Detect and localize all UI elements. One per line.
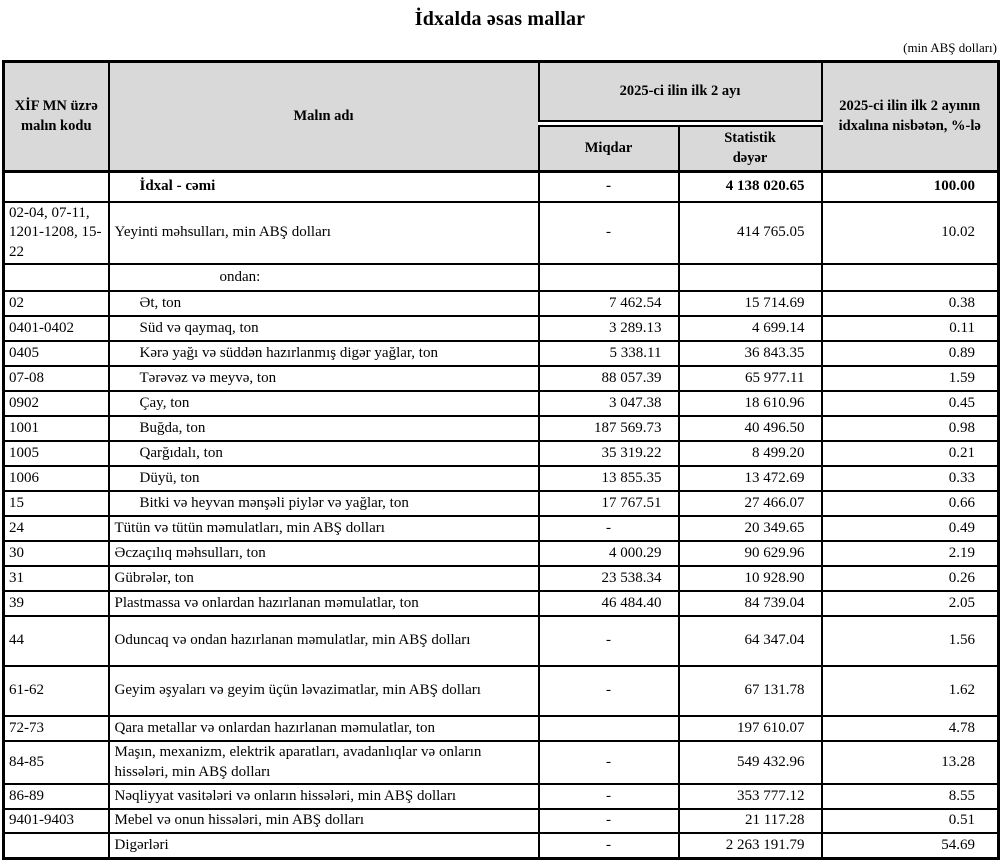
share-percent-cell: 0.26 bbox=[822, 566, 999, 591]
commodity-name-cell: Süd və qaymaq, ton bbox=[109, 316, 539, 341]
commodity-name-cell: Qarğıdalı, ton bbox=[109, 441, 539, 466]
share-percent-cell: 54.69 bbox=[822, 833, 999, 858]
quantity-cell: 17 767.51 bbox=[539, 491, 679, 516]
quantity-cell: - bbox=[539, 666, 679, 716]
page-title: İdxalda əsas mallar bbox=[414, 8, 586, 30]
import-goods-table bbox=[2, 60, 1000, 860]
header-statistical-value: Statistik dəyər bbox=[679, 124, 822, 172]
statistical-value-cell: 8 499.20 bbox=[679, 441, 822, 466]
quantity-cell: 7 462.54 bbox=[539, 291, 679, 316]
commodity-name-cell: ondan: bbox=[109, 264, 539, 291]
commodity-name-cell: Əczaçılıq məhsulları, ton bbox=[109, 541, 539, 566]
quantity-cell: 13 855.35 bbox=[539, 466, 679, 491]
table-row bbox=[4, 741, 999, 784]
statistical-value-cell: 67 131.78 bbox=[679, 666, 822, 716]
quantity-cell: 3 047.38 bbox=[539, 391, 679, 416]
commodity-code-cell: 0405 bbox=[4, 341, 109, 366]
commodity-name-cell: Ət, ton bbox=[109, 291, 539, 316]
commodity-name-cell: Gübrələr, ton bbox=[109, 566, 539, 591]
share-percent-cell: 0.38 bbox=[822, 291, 999, 316]
statistical-value-cell: 65 977.11 bbox=[679, 366, 822, 391]
commodity-name-cell: Bitki və heyvan mənşəli piylər və yağlar, ton bbox=[109, 491, 539, 516]
commodity-code-cell: 9401-9403 bbox=[4, 809, 109, 833]
quantity-cell: 187 569.73 bbox=[539, 416, 679, 441]
commodity-name-cell: Oduncaq və ondan hazırlanan məmulatlar, min ABŞ dolları bbox=[109, 616, 539, 666]
table-row bbox=[4, 541, 999, 566]
quantity-cell: - bbox=[539, 616, 679, 666]
table-row bbox=[4, 784, 999, 809]
commodity-name-cell: Tərəvəz və meyvə, ton bbox=[109, 366, 539, 391]
share-percent-cell bbox=[822, 264, 999, 291]
commodity-code-cell: 15 bbox=[4, 491, 109, 516]
quantity-cell: - bbox=[539, 172, 679, 202]
quantity-cell: - bbox=[539, 202, 679, 265]
statistical-value-cell: 10 928.90 bbox=[679, 566, 822, 591]
commodity-name-cell: Geyim əşyaları və geyim üçün ləvazimatlar, min ABŞ dolları bbox=[109, 666, 539, 716]
quantity-cell: 5 338.11 bbox=[539, 341, 679, 366]
share-percent-cell: 0.66 bbox=[822, 491, 999, 516]
quantity-cell: - bbox=[539, 833, 679, 858]
commodity-code-cell bbox=[4, 172, 109, 202]
commodity-name-cell: Yeyinti məhsulları, min ABŞ dolları bbox=[109, 202, 539, 265]
commodity-code-cell: 0902 bbox=[4, 391, 109, 416]
table-row bbox=[4, 291, 999, 316]
table-row bbox=[4, 666, 999, 716]
share-percent-cell: 0.45 bbox=[822, 391, 999, 416]
statistical-value-cell: 18 610.96 bbox=[679, 391, 822, 416]
share-percent-cell: 0.89 bbox=[822, 341, 999, 366]
table-row bbox=[4, 809, 999, 833]
commodity-name-cell: Digərləri bbox=[109, 833, 539, 858]
table-row bbox=[4, 566, 999, 591]
commodity-code-cell: 07-08 bbox=[4, 366, 109, 391]
share-percent-cell: 13.28 bbox=[822, 741, 999, 784]
commodity-code-cell: 1001 bbox=[4, 416, 109, 441]
quantity-cell: 3 289.13 bbox=[539, 316, 679, 341]
share-percent-cell: 1.62 bbox=[822, 666, 999, 716]
share-percent-cell: 2.19 bbox=[822, 541, 999, 566]
table-row bbox=[4, 366, 999, 391]
quantity-cell bbox=[539, 716, 679, 741]
share-percent-cell: 0.98 bbox=[822, 416, 999, 441]
statistical-value-cell: 84 739.04 bbox=[679, 591, 822, 616]
header-commodity-name: Malın adı bbox=[109, 62, 539, 172]
table-row bbox=[4, 391, 999, 416]
statistical-value-cell: 27 466.07 bbox=[679, 491, 822, 516]
table-row bbox=[4, 172, 999, 202]
header-row-top bbox=[4, 62, 999, 124]
table-row bbox=[4, 616, 999, 666]
table-row bbox=[4, 416, 999, 441]
commodity-name-cell: Plastmassa və onlardan hazırlanan məmulatlar, ton bbox=[109, 591, 539, 616]
commodity-code-cell: 86-89 bbox=[4, 784, 109, 809]
statistical-value-cell: 40 496.50 bbox=[679, 416, 822, 441]
share-percent-cell: 2.05 bbox=[822, 591, 999, 616]
commodity-name-cell: Maşın, mexanizm, elektrik aparatları, avadanlıqlar və onların hissələri, min ABŞ dolları bbox=[109, 741, 539, 784]
commodity-code-cell: 44 bbox=[4, 616, 109, 666]
commodity-code-cell: 84-85 bbox=[4, 741, 109, 784]
quantity-cell: - bbox=[539, 784, 679, 809]
statistical-value-cell: 549 432.96 bbox=[679, 741, 822, 784]
header-commodity-code: XİF MN üzrə malın kodu bbox=[4, 62, 109, 172]
quantity-cell bbox=[539, 264, 679, 291]
quantity-cell: 35 319.22 bbox=[539, 441, 679, 466]
table-row bbox=[4, 202, 999, 265]
statistical-value-cell: 197 610.07 bbox=[679, 716, 822, 741]
statistical-value-cell: 4 138 020.65 bbox=[679, 172, 822, 202]
header-quantity: Miqdar bbox=[539, 124, 679, 172]
commodity-name-cell: Tütün və tütün məmulatları, min ABŞ dolları bbox=[109, 516, 539, 541]
commodity-code-cell: 24 bbox=[4, 516, 109, 541]
statistical-value-cell: 20 349.65 bbox=[679, 516, 822, 541]
share-percent-cell: 1.59 bbox=[822, 366, 999, 391]
statistical-value-cell bbox=[679, 264, 822, 291]
commodity-code-cell: 0401-0402 bbox=[4, 316, 109, 341]
commodity-code-cell bbox=[4, 833, 109, 858]
commodity-name-cell: Mebel və onun hissələri, min ABŞ dolları bbox=[109, 809, 539, 833]
header-share-percent: 2025-ci ilin ilk 2 ayının idxalına nisbətən, %-lə bbox=[822, 62, 999, 172]
commodity-name-cell: Çay, ton bbox=[109, 391, 539, 416]
share-percent-cell: 100.00 bbox=[822, 172, 999, 202]
statistical-value-cell: 353 777.12 bbox=[679, 784, 822, 809]
commodity-code-cell: 39 bbox=[4, 591, 109, 616]
commodity-code-cell: 30 bbox=[4, 541, 109, 566]
quantity-cell: 88 057.39 bbox=[539, 366, 679, 391]
commodity-name-cell: Nəqliyyat vasitələri və onların hissələri, min ABŞ dolları bbox=[109, 784, 539, 809]
table-row bbox=[4, 264, 999, 291]
statistical-value-cell: 90 629.96 bbox=[679, 541, 822, 566]
table-row bbox=[4, 466, 999, 491]
share-percent-cell: 0.11 bbox=[822, 316, 999, 341]
table-row bbox=[4, 441, 999, 466]
share-percent-cell: 0.21 bbox=[822, 441, 999, 466]
quantity-cell: - bbox=[539, 516, 679, 541]
table-row bbox=[4, 833, 999, 858]
statistical-value-cell: 64 347.04 bbox=[679, 616, 822, 666]
share-percent-cell: 1.56 bbox=[822, 616, 999, 666]
commodity-name-cell: Buğda, ton bbox=[109, 416, 539, 441]
commodity-code-cell: 72-73 bbox=[4, 716, 109, 741]
table-row bbox=[4, 491, 999, 516]
statistical-value-cell: 21 117.28 bbox=[679, 809, 822, 833]
commodity-code-cell: 1005 bbox=[4, 441, 109, 466]
share-percent-cell: 10.02 bbox=[822, 202, 999, 265]
commodity-code-cell: 61-62 bbox=[4, 666, 109, 716]
table-row bbox=[4, 316, 999, 341]
commodity-name-cell: Kərə yağı və süddən hazırlanmış digər yağlar, ton bbox=[109, 341, 539, 366]
commodity-code-cell: 02 bbox=[4, 291, 109, 316]
statistical-value-cell: 4 699.14 bbox=[679, 316, 822, 341]
commodity-code-cell: 02-04, 07-11, 1201-1208, 15-22 bbox=[4, 202, 109, 265]
table-header bbox=[4, 62, 999, 172]
table-row bbox=[4, 516, 999, 541]
statistical-value-cell: 13 472.69 bbox=[679, 466, 822, 491]
quantity-cell: - bbox=[539, 809, 679, 833]
commodity-code-cell bbox=[4, 264, 109, 291]
header-period-group: 2025-ci ilin ilk 2 ayı bbox=[539, 62, 822, 124]
statistical-value-cell: 15 714.69 bbox=[679, 291, 822, 316]
share-percent-cell: 0.33 bbox=[822, 466, 999, 491]
share-percent-cell: 0.49 bbox=[822, 516, 999, 541]
quantity-cell: 46 484.40 bbox=[539, 591, 679, 616]
share-percent-cell: 0.51 bbox=[822, 809, 999, 833]
table-row bbox=[4, 716, 999, 741]
quantity-cell: 23 538.34 bbox=[539, 566, 679, 591]
commodity-name-cell: İdxal - cəmi bbox=[109, 172, 539, 202]
table-row bbox=[4, 341, 999, 366]
quantity-cell: - bbox=[539, 741, 679, 784]
quantity-cell: 4 000.29 bbox=[539, 541, 679, 566]
commodity-code-cell: 31 bbox=[4, 566, 109, 591]
table-row bbox=[4, 591, 999, 616]
statistical-value-cell: 2 263 191.79 bbox=[679, 833, 822, 858]
statistical-value-cell: 414 765.05 bbox=[679, 202, 822, 265]
table-body bbox=[4, 172, 999, 859]
share-percent-cell: 4.78 bbox=[822, 716, 999, 741]
statistical-value-cell: 36 843.35 bbox=[679, 341, 822, 366]
commodity-code-cell: 1006 bbox=[4, 466, 109, 491]
share-percent-cell: 8.55 bbox=[822, 784, 999, 809]
commodity-name-cell: Qara metallar və onlardan hazırlanan məmulatlar, ton bbox=[109, 716, 539, 741]
unit-note: (min ABŞ dolları) bbox=[903, 40, 997, 55]
commodity-name-cell: Düyü, ton bbox=[109, 466, 539, 491]
